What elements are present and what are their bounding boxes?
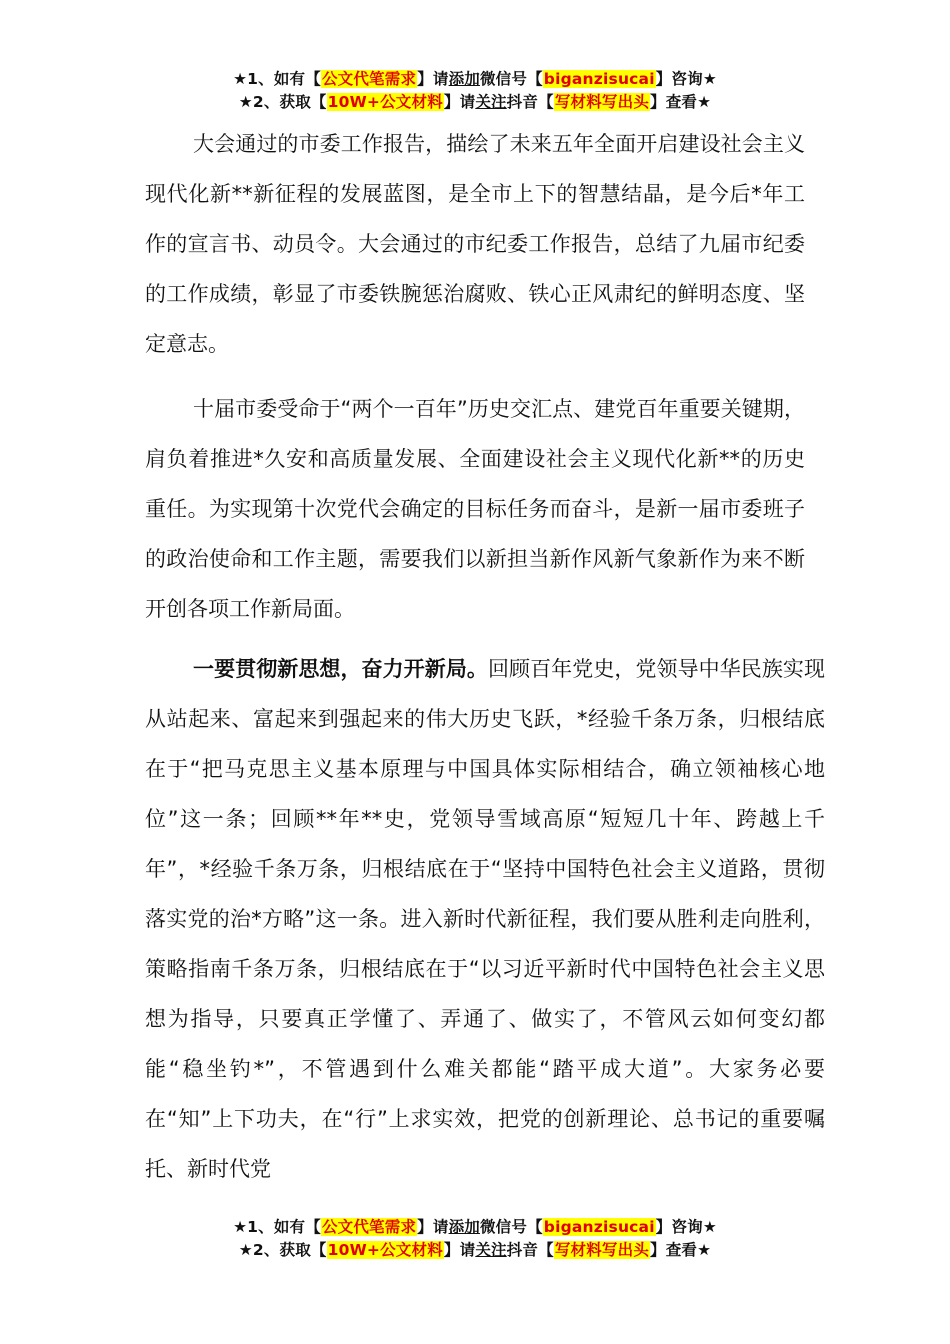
banner-line2-mid1: 】请 bbox=[443, 93, 476, 111]
header-banner bbox=[0, 68, 950, 114]
banner-highlight-service: 公文代笔需求 bbox=[321, 70, 417, 88]
banner-line1-mid1: 】请 bbox=[417, 70, 449, 88]
banner-highlight-materials: 10W+公文材料 bbox=[327, 93, 443, 111]
footer-line2-mid2: 抖音【 bbox=[506, 1241, 554, 1259]
footer-line2-suffix: 】查看★ bbox=[650, 1241, 712, 1259]
paragraph-3 bbox=[145, 644, 825, 1194]
footer-highlight-wechat-id: biganzisucai bbox=[543, 1218, 655, 1236]
banner-line-2 bbox=[0, 91, 950, 114]
footer-emph-add: 添加 bbox=[448, 1218, 480, 1236]
footer-highlight-douyin: 写材料写出头 bbox=[554, 1241, 650, 1259]
footer-emph-follow: 关注 bbox=[475, 1241, 507, 1259]
banner-line1-prefix: ★1、如有【 bbox=[233, 70, 321, 88]
footer-highlight-materials: 10W+公文材料 bbox=[327, 1241, 443, 1259]
footer-line2-mid1: 】请 bbox=[443, 1241, 476, 1259]
banner-line2-prefix: ★2、获取【 bbox=[238, 93, 327, 111]
banner-emph-follow: 关注 bbox=[475, 93, 507, 111]
banner-highlight-douyin: 写材料写出头 bbox=[554, 93, 650, 111]
footer-line1-mid1: 】请 bbox=[417, 1218, 449, 1236]
footer-line1-prefix: ★1、如有【 bbox=[233, 1218, 321, 1236]
footer-line2-prefix: ★2、获取【 bbox=[238, 1241, 327, 1259]
paragraph-2: 十届市委受命于“两个一百年”历史交汇点、建党百年重要关键期，肩负着推进*久安和高质量发展、全面建设社会主义现代化新**的历史重任。为实现第十次党代会确定的目标任务而奋斗，是新一届市委班子的政治使命和工作主题，需要我们以新担当新作风新气象新作为来不断开创各项工作新局面。 bbox=[145, 397, 805, 621]
banner-line2-suffix: 】查看★ bbox=[650, 93, 712, 111]
banner-line1-mid2: 微信号【 bbox=[479, 70, 543, 88]
paragraph-1: 大会通过的市委工作报告，描绘了未来五年全面开启建设社会主义现代化新**新征程的发展蓝图，是全市上下的智慧结晶，是今后*年工作的宣言书、动员令。大会通过的市纪委工作报告，总结了九届市纪委的工作成绩，彰显了市委铁腕惩治腐败、铁心正风肃纪的鲜明态度、坚定意志。 bbox=[145, 132, 805, 356]
banner-line1-suffix: 】咨询★ bbox=[655, 70, 717, 88]
footer-banner bbox=[0, 1216, 950, 1262]
footer-line1-mid2: 微信号【 bbox=[479, 1218, 543, 1236]
footer-highlight-service: 公文代笔需求 bbox=[321, 1218, 417, 1236]
banner-emph-add: 添加 bbox=[448, 70, 480, 88]
footer-banner-line-1 bbox=[0, 1216, 950, 1239]
banner-line-1 bbox=[0, 68, 950, 91]
footer-banner-line-2 bbox=[0, 1239, 950, 1262]
paragraph-3-lead: 一要贯彻新思想，奋力开新局。 bbox=[193, 657, 488, 681]
paragraph-3-body: 回顾百年党史，党领导中华民族实现从站起来、富起来到强起来的伟大历史飞跃，*经验千条万条，归根结底在于“把马克思主义基本原理与中国具体实际相结合，确立领袖核心地位”这一条；回顾**年**史，党领导雪域高原“短短几十年、跨越上千年”，*经验千条万条，归根结底在于“坚持中国特色社会主义道路，贯彻落实党的治*方略”这一条。进入新时代新征程，我们要从胜利走向胜利，策略指南千条万条，归根结底在于“以习近平新时代中国特色社会主义思想为指导，只要真正学懂了、弄通了、做实了，不管风云如何变幻都能“稳坐钓*”，不管遇到什么难关都能“踏平成大道”。大家务必要在“知”上下功夫，在“行”上求实效，把党的创新理论、总书记的重要嘱托、新时代党 bbox=[145, 657, 826, 1181]
footer-line1-suffix: 】咨询★ bbox=[655, 1218, 717, 1236]
banner-highlight-wechat-id: biganzisucai bbox=[543, 70, 655, 88]
banner-line2-mid2: 抖音【 bbox=[506, 93, 554, 111]
